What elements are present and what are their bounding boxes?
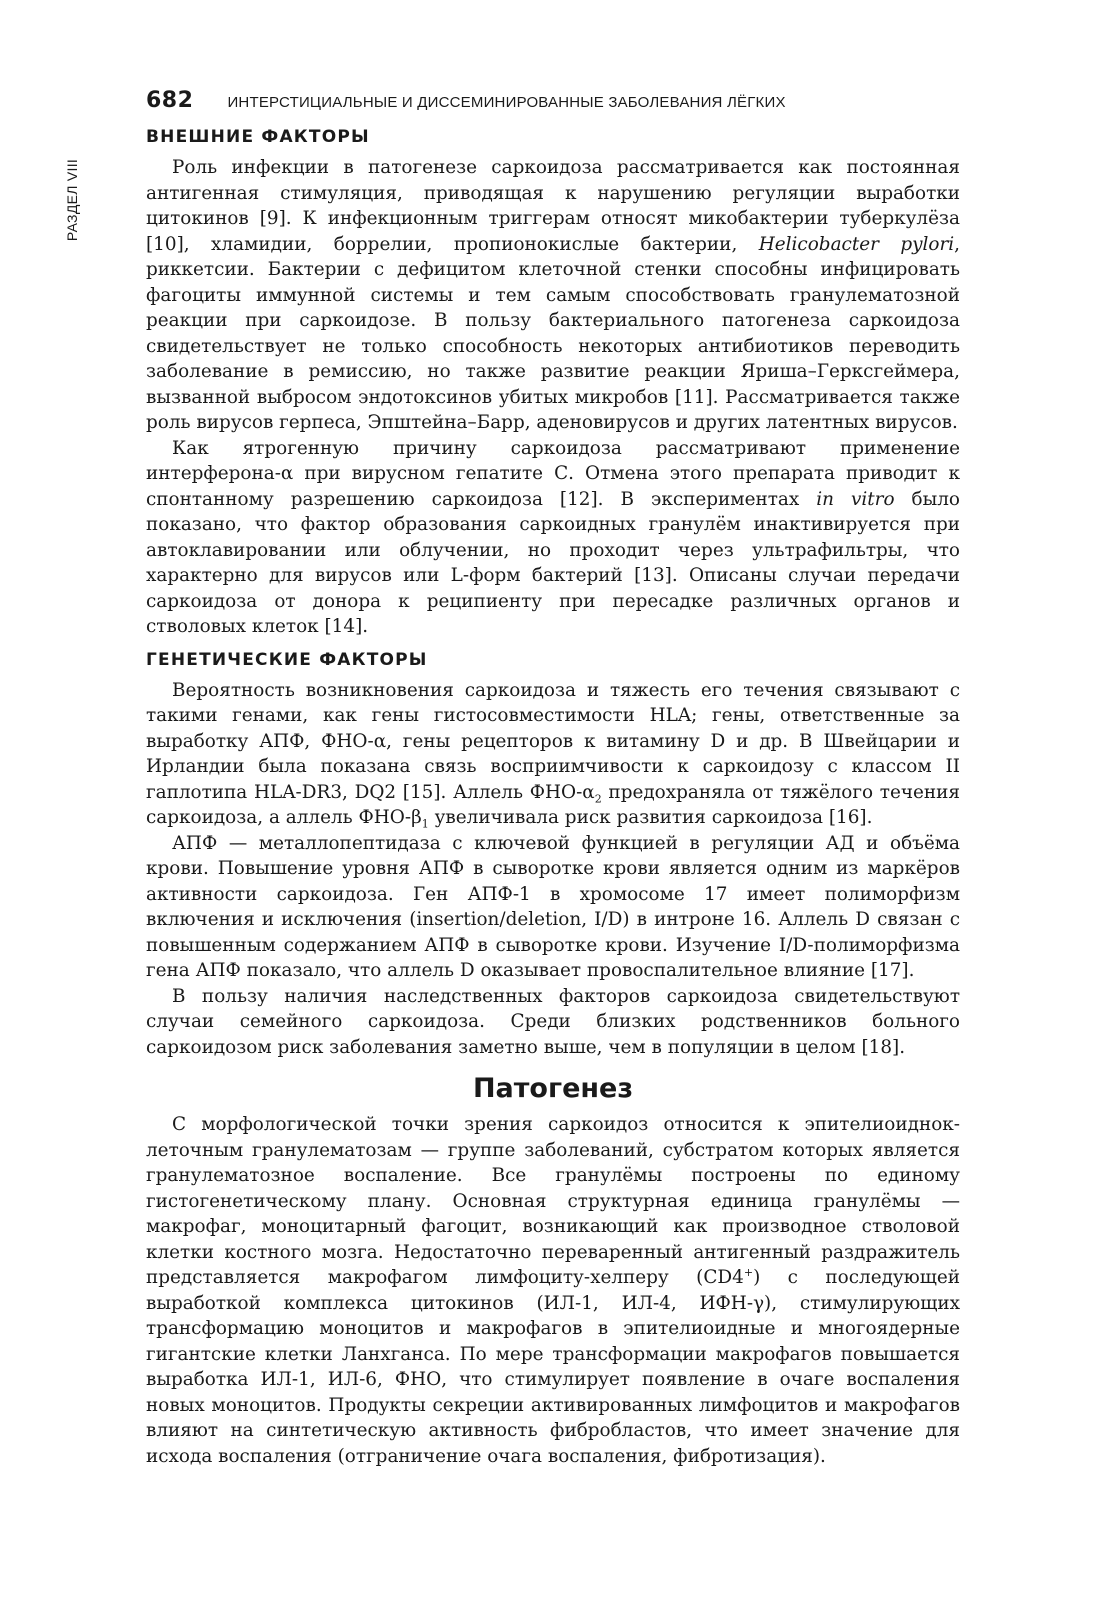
text-run: ) с последующей выработкой комплекса цитокинов (ИЛ-1, ИЛ-4, ИФН-γ), стимулирующих трансформацию моноцитов и макрофагов в эпителиоидные и многоядерные гигантские клетки Ланхганса. По мере трансформации макрофагов повышается выработка ИЛ-1, ИЛ-6, ФНО, что стимулирует появление в очаге воспаления новых моноцитов. Продукты секреции активированных лимфоцитов и макрофагов влияют на синтетическую активность фибробластов, что имеет значение для исхода воспаления (отграничение очага воспаления, фибротизация). — [146, 1267, 960, 1467]
subscript: 2 — [594, 792, 602, 806]
paragraph-iatrogenic — [146, 436, 960, 640]
subscript: 1 — [421, 817, 429, 831]
paragraph-pathogenesis — [146, 1112, 960, 1469]
paragraph-genetic-probability — [146, 678, 960, 831]
section-heading-genetic-factors: ГЕНЕТИЧЕСКИЕ ФАКТОРЫ — [146, 649, 428, 670]
paragraph-infection — [146, 155, 960, 436]
section-side-label — [57, 140, 87, 260]
italic-term: in vitro — [816, 488, 895, 510]
section-side-label-text: РАЗДЕЛ VIII — [64, 158, 80, 242]
page-header — [146, 88, 966, 113]
text-run: Вероятность возникновения саркоидоза и тяжесть его течения связывают с такими генами, как гены гистосовместимости HLA; гены, ответственные за выработку АПФ, ФНО-α, гены рецепторов к витамину D и др. В Швейцарии и Ирландии была показана связь восприимчивости к саркоидозу с классом II гаплотипа HLA-DR3, DQ2 [15]. Аллель ФНО-α — [146, 679, 960, 803]
text-run: Роль инфекции в патогенезе саркоидоза рассматривается как постоянная антигенная стимуляция, приводящая к нарушению регуляции выработки цитокинов [9]. К инфекционным триггерам относят микобактерии туберкулёза [10], хламидии, боррелии, пропионокислые бактерии, — [146, 157, 960, 255]
text-run: увеличивала риск развития саркоидоза [16]. — [428, 807, 873, 828]
text-run: предохраняла от тяжёлого течения саркоидоза, а аллель ФНО-β — [146, 781, 960, 828]
paragraph-ace: АПФ — металлопептидаза с ключевой функцией в регуляции АД и объёма крови. Повышение уровня АПФ в сыворотке крови является одним из маркёров активности саркоидоза. Ген АПФ-1 в хромосоме 17 имеет полиморфизм включения и исключения (insertion/deletion, I/D) в интроне 16. Аллель D связан с повышенным содержанием АПФ в сыворотке крови. Изучение I/D-полиморфизма гена АПФ показало, что аллель D оказывает провоспалительное влияние [17]. — [146, 832, 960, 981]
running-title: ИНТЕРСТИЦИАЛЬНЫЕ И ДИССЕМИНИРОВАННЫЕ ЗАБОЛЕВАНИЯ ЛЁГКИХ — [227, 94, 786, 111]
text-run: Как ятрогенную причину саркоидоза рассматривают применение интерферона-α при вирусном гепатите С. Отмена этого препарата приводит к спонтанному разрешению саркоидоза [12]. В экспериментах — [146, 437, 960, 510]
chapter-heading-pathogenesis: Патогенез — [472, 1073, 634, 1104]
page-number: 682 — [146, 88, 194, 113]
text-run: С морфологической точки зрения саркоидоз относится к эпителиоидноклеточным гранулематозам — группе заболеваний, субстратом которых является гранулематозное воспаление. Все гранулёмы построены по единому гистогенетическому плану. Основная структурная единица гранулёмы — макрофаг, моноцитарный фагоцит, возникающий как производное стволовой клетки костного мозга. Недостаточно переваренный антигенный раздражитель представляется макрофагом лимфоциту-хелперу (CD4 — [146, 1114, 960, 1288]
superscript: + — [743, 1265, 754, 1279]
text-run: , риккетсии. Бактерии с дефицитом клеточной стенки способны инфицировать фагоциты иммунной системы и тем самым способствовать гранулематозной реакции при саркоидозе. В пользу бактериального патогенеза саркоидоза свидетельствует не только способность некоторых антибиотиков переводить заболевание в ремиссию, но также развитие реакции Яриша–Герксгеймера, вызванной выбросом эндотоксинов убитых микробов [11]. Рассматривается также роль вирусов герпеса, Эпштейна–Барр, аденовирусов и других латентных вирусов. — [146, 233, 961, 433]
italic-term: Helicobacter pylori — [758, 233, 955, 255]
text-run: было показано, что фактор образования саркоидных гранулём инактивируется при автоклавировании или облучении, но проходит через ультрафильтры, что характерно для вирусов или L-форм бактерий [13]. Описаны случаи передачи саркоидоза от донора к реципиенту при пересадке различных органов и стволовых клеток [14]. — [146, 488, 960, 637]
page-content — [146, 121, 960, 1469]
section-heading-external-factors: ВНЕШНИЕ ФАКТОРЫ — [146, 127, 370, 147]
paragraph-hereditary: В пользу наличия наследственных факторов саркоидоза свидетельствуют случаи семейного саркоидоза. Среди близких родственников больного саркоидозом риск заболевания заметно выше, чем в популяции в целом [18]. — [146, 985, 960, 1058]
